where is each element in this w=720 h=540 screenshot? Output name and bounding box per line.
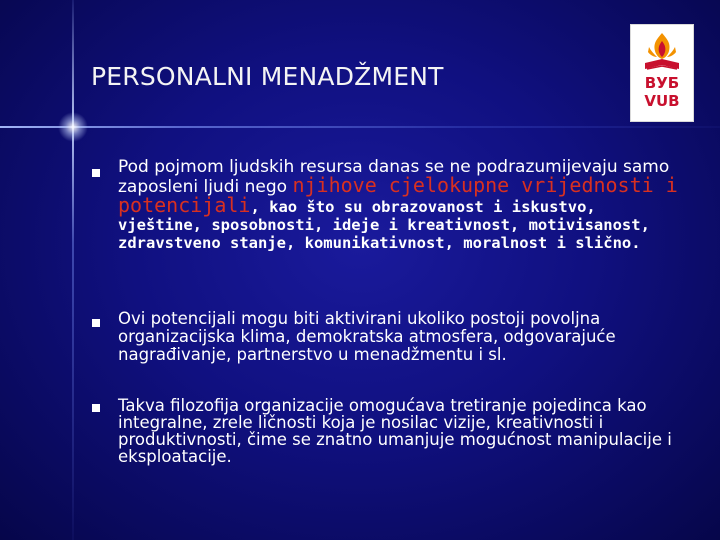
- logo-text-latin: VUB: [644, 92, 680, 110]
- flame-book-icon: [637, 29, 687, 75]
- vub-logo: [630, 24, 694, 122]
- bullet-marker: [92, 319, 100, 327]
- bullet-1-bold: , kao što su obrazovanost i iskustvo, vještine, sposobnosti, ideje i kreativnost, motivisanost, zdravstveno stanje, komunikativnost, moralnost i slično.: [118, 198, 650, 252]
- vertical-accent-line: [72, 0, 74, 540]
- light-flare: [58, 112, 88, 142]
- horizontal-accent-line: [0, 126, 720, 128]
- slide-title: PERSONALNI MENADŽMENT: [91, 62, 444, 91]
- bullet-marker: [92, 404, 100, 412]
- bullet-text-2: Ovi potencijali mogu biti aktivirani ukoliko postoji povoljna organizacijska klima, demokratska atmosfera, odgovarajuće nagrađivanje, partnerstvo u menadžmentu i sl.: [118, 309, 616, 364]
- bullet-1-plain: Pod pojmom ljudskih resursa danas se ne podrazumijevaju samo zaposleni ljudi nego: [118, 157, 670, 197]
- bullet-1-highlight: njihove cjelokupne vrijednosti i potencijali: [118, 173, 678, 217]
- logo-text-cyrillic: ВУБ: [644, 74, 680, 92]
- bullet-marker: [92, 169, 100, 177]
- bullet-text-3: Takva filozofija organizacije omogućava tretiranje pojedinca kao integralne, zrele ličnosti koja je nosilac vizije, kreativnosti i produktivnosti, čime se znatno umanjuje mogućnost manipulacije i eksploatacije.: [118, 396, 672, 466]
- bullet-text-1: [118, 158, 688, 252]
